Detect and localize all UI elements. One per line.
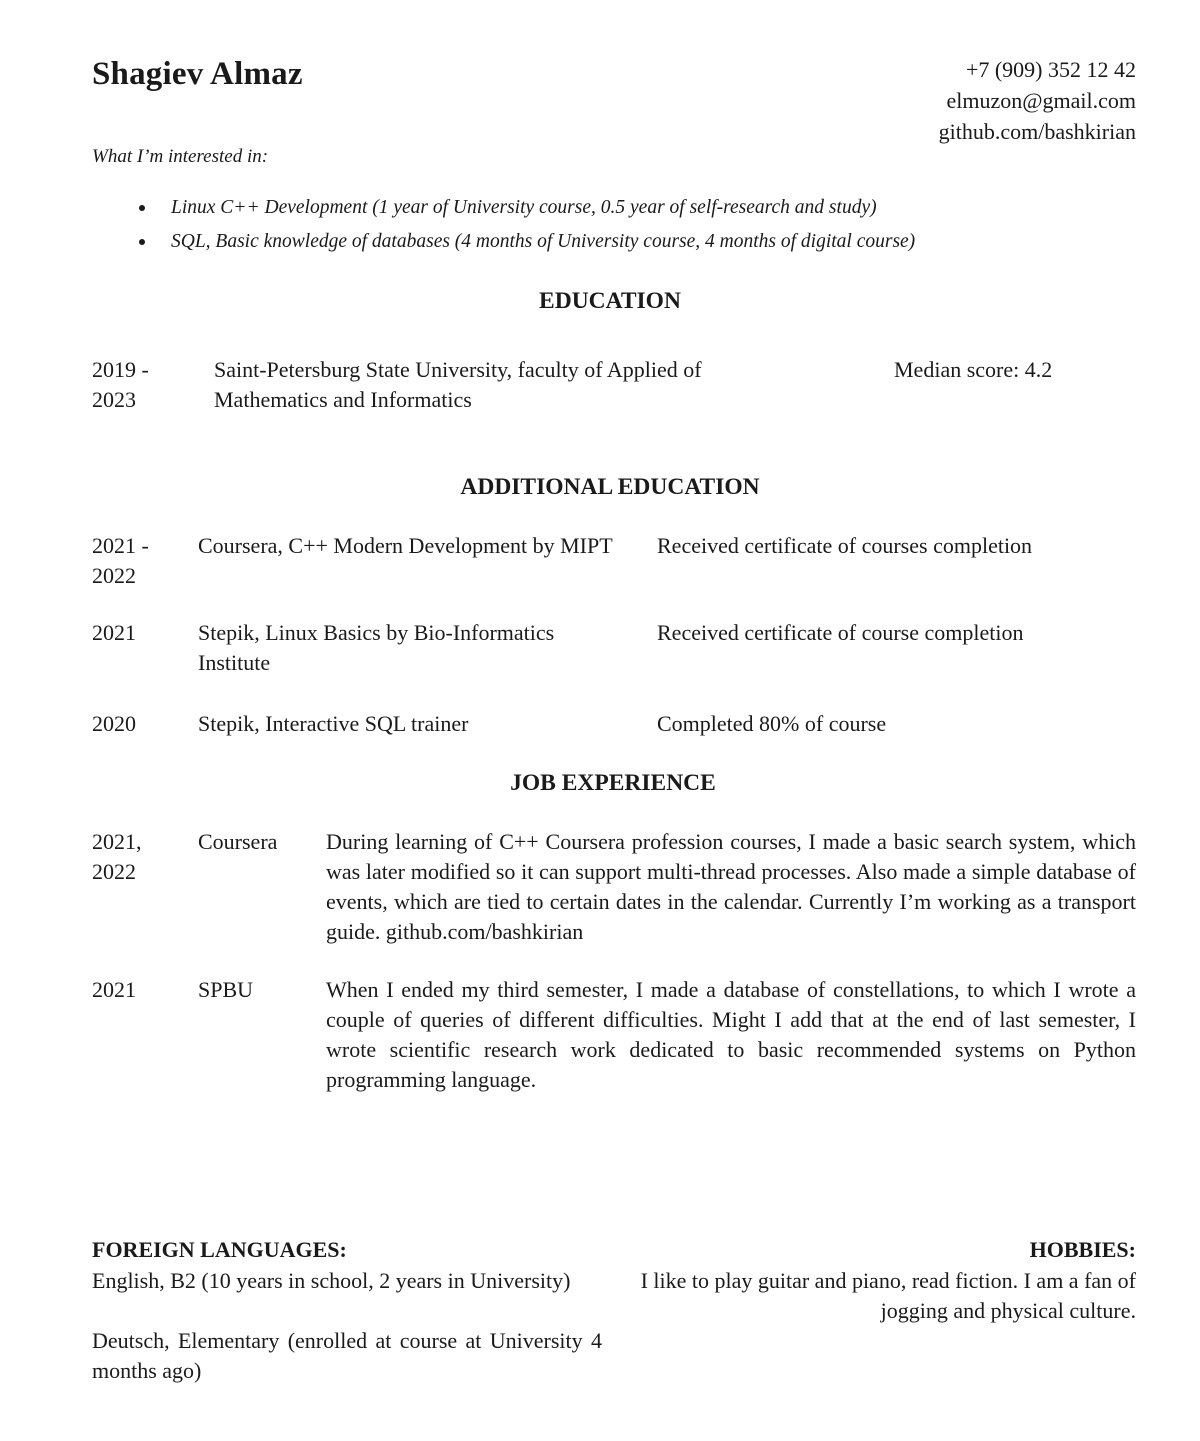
additional-education-years: 2020 bbox=[92, 711, 136, 736]
language-item: Deutsch, Elementary (enrolled at course at University 4 months ago) bbox=[92, 1328, 602, 1383]
additional-education-result: Received certificate of courses completion bbox=[657, 533, 1033, 558]
additional-education-course: Coursera, C++ Modern Development by MIPT bbox=[198, 533, 613, 558]
additional-education-heading: ADDITIONAL EDUCATION bbox=[460, 474, 760, 500]
foreign-languages-heading: FOREIGN LANGUAGES: bbox=[92, 1237, 347, 1262]
job-description: During learning of C++ Coursera profession courses, I made a basic search system, which was later modified so it can support multi-thread processes. Also made a simple database of events, which are tied to certain dates in the calendar. Currently I’m working as a transport guide. github.com/bashkirian bbox=[326, 829, 1136, 944]
phone-number: +7 (909) 352 12 42 bbox=[965, 57, 1136, 82]
job-place: SPBU bbox=[198, 977, 254, 1002]
education-score: Median score: 4.2 bbox=[894, 357, 1053, 382]
github-link: github.com/bashkirian bbox=[938, 119, 1136, 144]
candidate-name: Shagiev Almaz bbox=[92, 56, 303, 92]
education-institution: Saint-Petersburg State University, faculty of Applied of Mathematics and Informatics bbox=[214, 357, 702, 412]
additional-education-course: Stepik, Interactive SQL trainer bbox=[198, 711, 469, 736]
education-years: 2019 - 2023 bbox=[92, 357, 149, 412]
job-years: 2021, 2022 bbox=[92, 829, 142, 884]
additional-education-years: 2021 - 2022 bbox=[92, 533, 149, 588]
email-address: elmuzon@gmail.com bbox=[946, 88, 1136, 113]
interests-title: What I’m interested in: bbox=[92, 146, 269, 167]
list-item: SQL, Basic knowledge of databases (4 months of University course, 4 months of digital course) bbox=[131, 227, 915, 261]
additional-education-result: Completed 80% of course bbox=[657, 711, 887, 736]
job-experience-heading: JOB EXPERIENCE bbox=[510, 770, 716, 796]
additional-education-course: Stepik, Linux Basics by Bio-Informatics Institute bbox=[198, 620, 555, 675]
job-place: Coursera bbox=[198, 829, 278, 854]
language-item: English, B2 (10 years in school, 2 years in University) bbox=[92, 1268, 571, 1293]
education-heading: EDUCATION bbox=[539, 288, 681, 314]
hobbies-text: I like to play guitar and piano, read fiction. I am a fan of jogging and physical culture. bbox=[640, 1268, 1136, 1323]
additional-education-years: 2021 bbox=[92, 620, 136, 645]
job-years: 2021 bbox=[92, 977, 136, 1002]
job-description: When I ended my third semester, I made a database of constellations, to which I wrote a couple of queries of different difficulties. Might I add that at the end of last semester, I wrote scientific research work dedicated to basic recommended systems on Python programming language. bbox=[326, 977, 1136, 1092]
interests-list bbox=[131, 193, 915, 261]
additional-education-result: Received certificate of course completion bbox=[657, 620, 1024, 645]
hobbies-heading: HOBBIES: bbox=[1029, 1237, 1136, 1262]
contact-block bbox=[939, 54, 1136, 147]
list-item: Linux C++ Development (1 year of University course, 0.5 year of self-research and study) bbox=[131, 193, 915, 227]
